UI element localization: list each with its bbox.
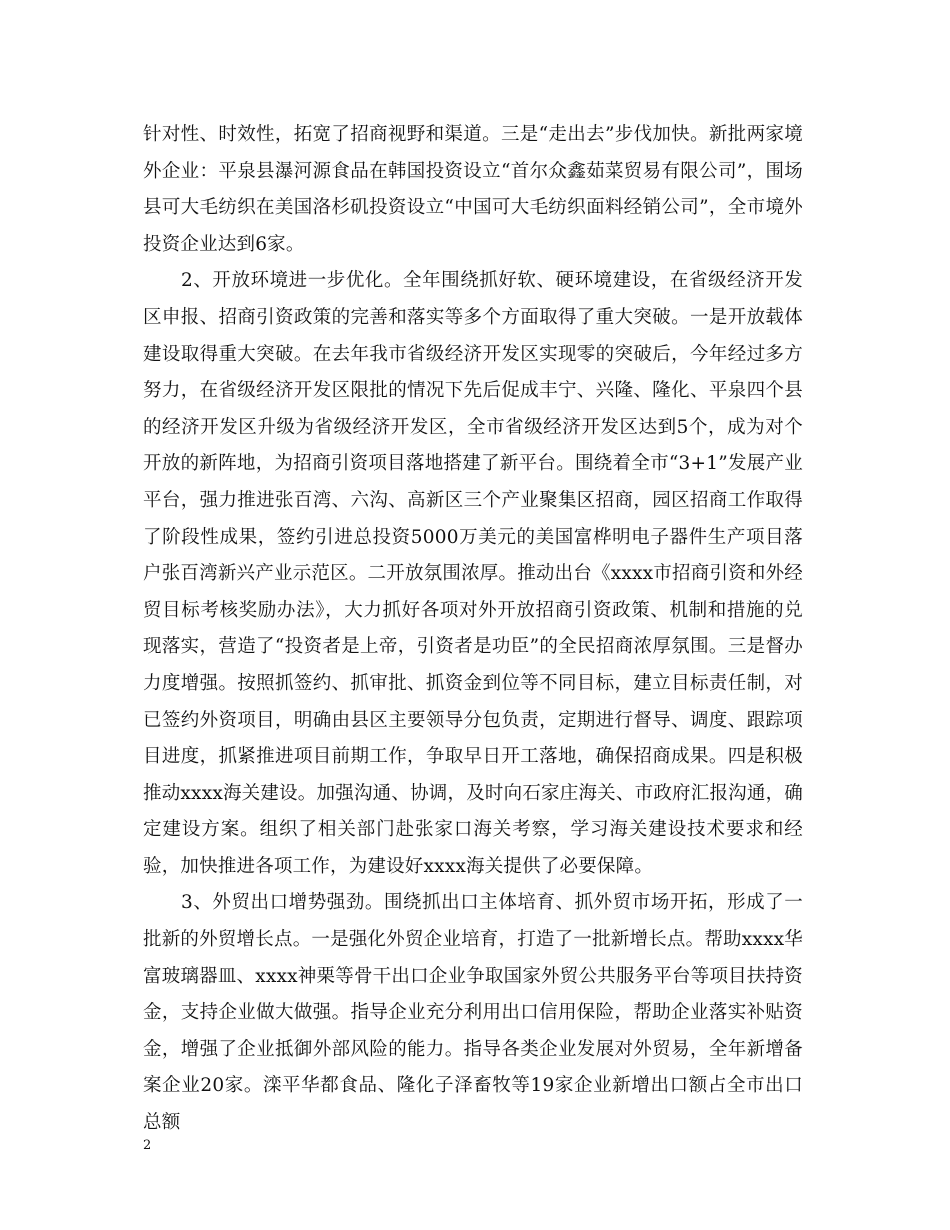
paragraph-open-environment: 2、开放环境进一步优化。全年围绕抓好软、硬环境建设，在省级经济开发区申报、招商引资政策的完善和落实等多个方面取得了重大突破。一是开放载体建设取得重大突破。在去年我市省级经济开发区实现零的突破后，今年经过多方努力，在省级经济开发区限批的情况下先后促成丰宁、兴隆、隆化、平泉四个县的经济开发区升级为省级经济开发区，全市省级经济开发区达到5个，成为对个开放的新阵地，为招商引资项目落地搭建了新平台。围绕着全市“3+1”发展产业平台，强力推进张百湾、六沟、高新区三个产业聚集区招商，园区招商工作取得了阶段性成果，签约引进总投资5000万美元的美国富桦明电子器件生产项目落户张百湾新兴产业示范区。二开放氛围浓厚。推动出台《xxxx市招商引资和外经贸目标考核奖励办法》，大力抓好各项对外开放招商引资政策、机制和措施的兑现落实，营造了“投资者是上帝，引资者是功臣”的全民招商浓厚氛围。三是督办力度增强。按照抓签约、抓审批、抓资金到位等不同目标，建立目标责任制，对已签约外资项目，明确由县区主要领导分包负责，定期进行督导、调度、跟踪项目进度，抓紧推进项目前期工作，争取早日开工落地，确保招商成果。四是积极推动xxxx海关建设。加强沟通、协调，及时向石家庄海关、市政府汇报沟通，确定建设方案。组织了相关部门赴张家口海关考察，学习海关建设技术要求和经验，加快推进各项工作，为建设好xxxx海关提供了必要保障。 [143,270,803,877]
paragraph-overseas-investment: 针对性、时效性，拓宽了招商视野和渠道。三是“走出去”步伐加快。新批两家境外企业：平泉县瀑河源食品在韩国投资设立“首尔众鑫茹菜贸易有限公司”，围场县可大毛纺织在美国洛杉矶投资设立“中国可大毛纺织面料经销公司”，全市境外投资企业达到6家。 [143,124,803,255]
page-number: 2 [143,1138,152,1153]
paragraph-foreign-trade-exports: 3、外贸出口增势强劲。围绕抓出口主体培育、抓外贸市场开拓，形成了一批新的外贸增长点。一是强化外贸企业培育，打造了一批新增长点。帮助xxxx华富玻璃器皿、xxxx神栗等骨干出口企业争取国家外贸公共服务平台等项目扶持资金，支持企业做大做强。指导企业充分利用出口信用保险，帮助企业落实补贴资金，增强了企业抵御外部风险的能力。指导各类企业发展对外贸易，全年新增备案企业20家。滦平华都食品、隆化子泽畜牧等19家企业新增出口额占全市出口总额 [143,892,803,1134]
document-body [143,117,803,1142]
